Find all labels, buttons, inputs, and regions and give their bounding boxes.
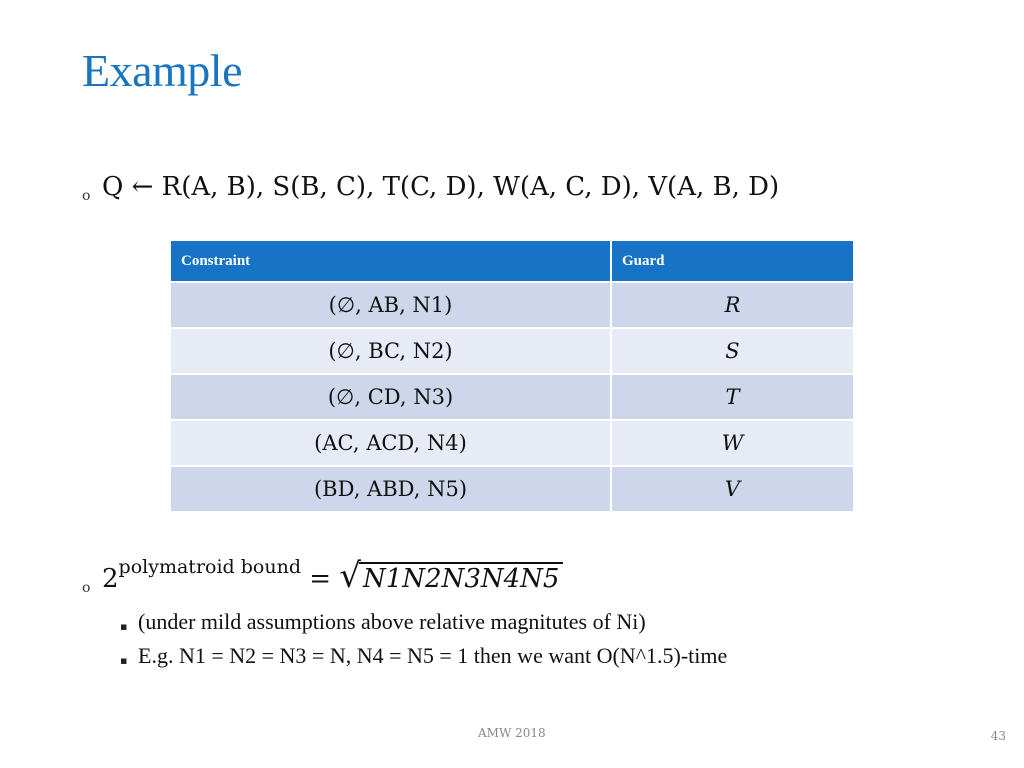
constraint-cell: (∅, AB, N1) <box>171 282 611 328</box>
page-number: 43 <box>990 729 1006 743</box>
bound-exponent: polymatroid bound <box>118 556 301 579</box>
constraint-cell: (∅, CD, N3) <box>171 374 611 420</box>
table-row <box>171 328 853 374</box>
guard-cell: S <box>611 328 853 374</box>
sub-bullet-1: (under mild assumptions above relative magnitutes of Ni) <box>138 609 646 634</box>
table-row <box>171 466 853 511</box>
column-header-constraint: Constraint <box>171 241 611 282</box>
guard-cell: V <box>611 466 853 511</box>
table-row <box>171 374 853 420</box>
slide-footer: AMW 2018 <box>478 726 546 740</box>
guard-cell: W <box>611 420 853 466</box>
sqrt-sign: √ <box>339 556 361 596</box>
bullet-marker-2: o <box>82 580 91 596</box>
constraint-cell: (AC, ACD, N4) <box>171 420 611 466</box>
column-header-guard: Guard <box>611 241 853 282</box>
constraint-guard-table <box>171 241 853 511</box>
guard-cell: T <box>611 374 853 420</box>
constraint-cell: (∅, BC, N2) <box>171 328 611 374</box>
constraint-cell: (BD, ABD, N5) <box>171 466 611 511</box>
table-row <box>171 420 853 466</box>
equals-sign: = <box>309 564 340 594</box>
table-header-row <box>171 241 853 282</box>
sub-bullet-marker-1: ▪ <box>120 620 128 633</box>
table-row <box>171 282 853 328</box>
sub-bullet-marker-2: ▪ <box>120 654 128 667</box>
polymatroid-bound-formula: $2^{polymatroid bound} = √N1N2N3N4N5$ <box>102 556 563 596</box>
bullet-marker-1: o <box>82 188 91 204</box>
sub-bullet-2: E.g. N1 = N2 = N3 = N, N4 = N5 = 1 then we want O(N^1.5)-time <box>138 643 728 668</box>
guard-cell: R <box>611 282 853 328</box>
query-formula: Q ← R(A, B), S(B, C), T(C, D), W(A, C, D), V(A, B, D) <box>102 172 780 202</box>
sqrt-argument: N1N2N3N4N5 <box>359 562 563 594</box>
slide-title: Example <box>82 45 242 96</box>
